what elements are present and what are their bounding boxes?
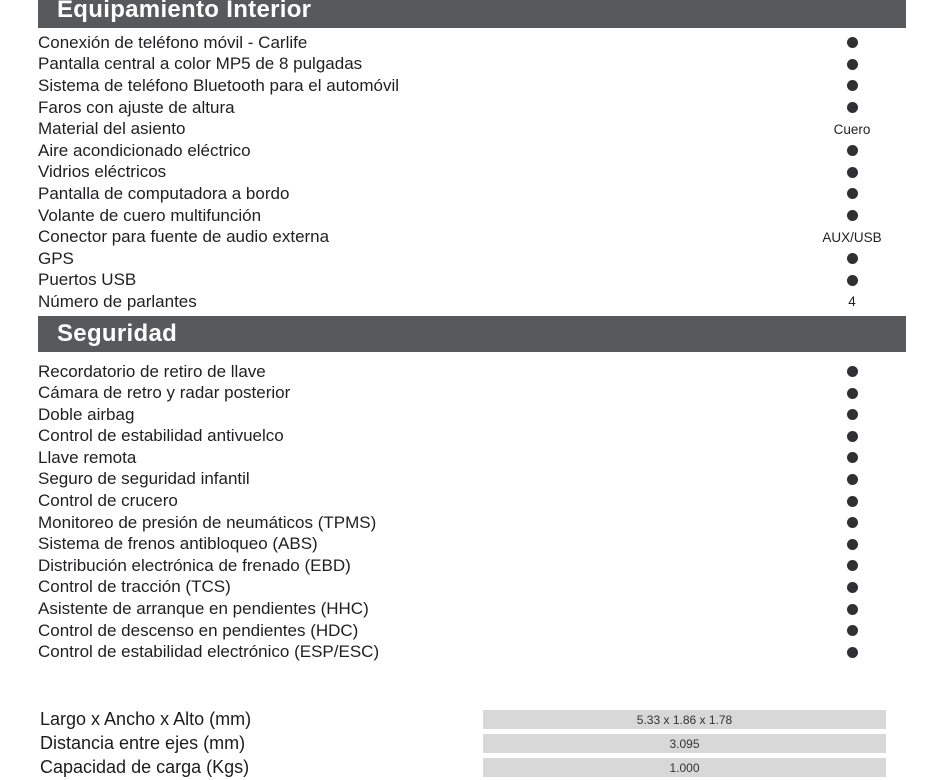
spec-row xyxy=(0,140,939,162)
feature-bullet-icon xyxy=(847,167,858,178)
dimension-row xyxy=(0,756,939,780)
dimension-label: Capacidad de carga (Kgs) xyxy=(40,757,250,777)
spec-row xyxy=(0,162,939,184)
spec-label: Asistente de arranque en pendientes (HHC) xyxy=(38,599,369,619)
spec-value xyxy=(768,426,936,448)
spec-row xyxy=(0,620,939,642)
spec-label: Control de descenso en pendientes (HDC) xyxy=(38,620,359,640)
feature-bullet-icon xyxy=(847,80,858,91)
dimension-row xyxy=(0,708,939,732)
feature-bullet-icon xyxy=(847,496,858,507)
spec-label: Seguro de seguridad infantil xyxy=(38,469,250,489)
spec-row xyxy=(0,577,939,599)
dimension-label: Distancia entre ejes (mm) xyxy=(40,733,246,753)
dimension-value-bar xyxy=(483,710,886,729)
spec-value xyxy=(768,598,936,620)
feature-bullet-icon xyxy=(847,604,858,615)
section-title: Equipamiento Interior xyxy=(57,0,312,23)
spec-section-0 xyxy=(0,0,939,313)
spec-label: Distribución electrónica de frenado (EBD) xyxy=(38,555,351,575)
section-title: Seguridad xyxy=(57,319,178,347)
spec-row xyxy=(0,512,939,534)
feature-bullet-icon xyxy=(847,145,858,156)
spec-row xyxy=(0,641,939,663)
spec-row xyxy=(0,75,939,97)
feature-bullet-icon xyxy=(847,388,858,399)
spec-value xyxy=(768,97,936,119)
spec-label: Doble airbag xyxy=(38,404,135,424)
feature-bullet-icon xyxy=(847,210,858,221)
feature-bullet-icon xyxy=(847,253,858,264)
feature-bullet-icon xyxy=(847,452,858,463)
spec-value-text: AUX/USB xyxy=(822,229,882,245)
spec-value-text: Cuero xyxy=(833,121,871,137)
section-rows xyxy=(0,361,939,663)
spec-row xyxy=(0,361,939,383)
feature-bullet-icon xyxy=(847,625,858,636)
spec-label: Conector para fuente de audio externa xyxy=(38,227,330,247)
feature-bullet-icon xyxy=(847,366,858,377)
feature-bullet-icon xyxy=(847,188,858,199)
spec-label: Llave remota xyxy=(38,447,137,467)
spec-label: Volante de cuero multifunción xyxy=(38,205,262,225)
dimensions-table xyxy=(0,708,939,780)
spec-label: Control de estabilidad electrónico (ESP/ESC) xyxy=(38,642,380,662)
feature-bullet-icon xyxy=(847,409,858,420)
spec-value xyxy=(768,226,936,248)
spec-label: Número de parlantes xyxy=(38,291,197,311)
spec-row xyxy=(0,469,939,491)
spec-row xyxy=(0,97,939,119)
spec-label: Puertos USB xyxy=(38,270,137,290)
spec-value xyxy=(768,512,936,534)
spec-value xyxy=(768,620,936,642)
spec-row xyxy=(0,183,939,205)
spec-label: Sistema de teléfono Bluetooth para el automóvil xyxy=(38,75,400,95)
dimension-label: Largo x Ancho x Alto (mm) xyxy=(40,709,252,729)
spec-row xyxy=(0,426,939,448)
feature-bullet-icon xyxy=(847,647,858,658)
spec-label: GPS xyxy=(38,248,74,268)
spec-label: Vidrios eléctricos xyxy=(38,162,167,182)
dimension-value: 5.33 x 1.86 x 1.78 xyxy=(636,712,733,727)
spec-row xyxy=(0,490,939,512)
dimension-value-bar xyxy=(483,734,886,753)
spec-row xyxy=(0,205,939,227)
spec-row xyxy=(0,291,939,313)
spec-value xyxy=(768,291,936,313)
spec-label: Control de tracción (TCS) xyxy=(38,577,231,597)
spec-label: Material del asiento xyxy=(38,119,186,139)
spec-row xyxy=(0,598,939,620)
section-rows xyxy=(0,32,939,313)
spec-value xyxy=(768,555,936,577)
spec-label: Faros con ajuste de altura xyxy=(38,97,235,117)
spec-value xyxy=(768,205,936,227)
feature-bullet-icon xyxy=(847,582,858,593)
spec-label: Conexión de teléfono móvil - Carlife xyxy=(38,32,308,52)
spec-value xyxy=(768,270,936,292)
spec-label: Control de estabilidad antivuelco xyxy=(38,426,284,446)
dimension-row xyxy=(0,732,939,756)
feature-bullet-icon xyxy=(847,275,858,286)
dimension-value: 3.095 xyxy=(669,736,700,751)
spec-value xyxy=(768,577,936,599)
section-header xyxy=(38,316,906,352)
spec-label: Aire acondicionado eléctrico xyxy=(38,140,251,160)
spec-label: Recordatorio de retiro de llave xyxy=(38,361,266,381)
feature-bullet-icon xyxy=(847,102,858,113)
spec-label: Sistema de frenos antibloqueo (ABS) xyxy=(38,534,318,554)
spec-row xyxy=(0,382,939,404)
spec-row xyxy=(0,118,939,140)
spec-row xyxy=(0,248,939,270)
feature-bullet-icon xyxy=(847,517,858,528)
spec-value xyxy=(768,490,936,512)
spec-row xyxy=(0,447,939,469)
spec-value xyxy=(768,162,936,184)
spec-label: Control de crucero xyxy=(38,491,178,511)
spec-value xyxy=(768,32,936,54)
spec-value xyxy=(768,54,936,76)
spec-row xyxy=(0,404,939,426)
spec-row xyxy=(0,555,939,577)
feature-bullet-icon xyxy=(847,560,858,571)
feature-bullet-icon xyxy=(847,431,858,442)
spec-value xyxy=(768,361,936,383)
spec-value-text: 4 xyxy=(848,294,856,310)
spec-value xyxy=(768,118,936,140)
section-header xyxy=(38,0,906,28)
spec-label: Pantalla de computadora a bordo xyxy=(38,183,290,203)
spec-label: Cámara de retro y radar posterior xyxy=(38,383,291,403)
spec-value xyxy=(768,248,936,270)
dimension-value-bar xyxy=(483,758,886,777)
spec-value xyxy=(768,447,936,469)
spec-label: Monitoreo de presión de neumáticos (TPMS) xyxy=(38,512,377,532)
feature-bullet-icon xyxy=(847,539,858,550)
spec-label: Pantalla central a color MP5 de 8 pulgadas xyxy=(38,54,363,74)
spec-value xyxy=(768,140,936,162)
spec-row xyxy=(0,54,939,76)
feature-bullet-icon xyxy=(847,59,858,70)
spec-section-1 xyxy=(0,316,939,663)
spec-value xyxy=(768,382,936,404)
spec-value xyxy=(768,469,936,491)
feature-bullet-icon xyxy=(847,37,858,48)
spec-row xyxy=(0,32,939,54)
spec-value xyxy=(768,183,936,205)
spec-value xyxy=(768,533,936,555)
spec-row xyxy=(0,270,939,292)
spec-row xyxy=(0,533,939,555)
spec-value xyxy=(768,641,936,663)
spec-row xyxy=(0,226,939,248)
spec-value xyxy=(768,75,936,97)
dimension-value: 1.000 xyxy=(669,760,700,775)
feature-bullet-icon xyxy=(847,474,858,485)
spec-value xyxy=(768,404,936,426)
